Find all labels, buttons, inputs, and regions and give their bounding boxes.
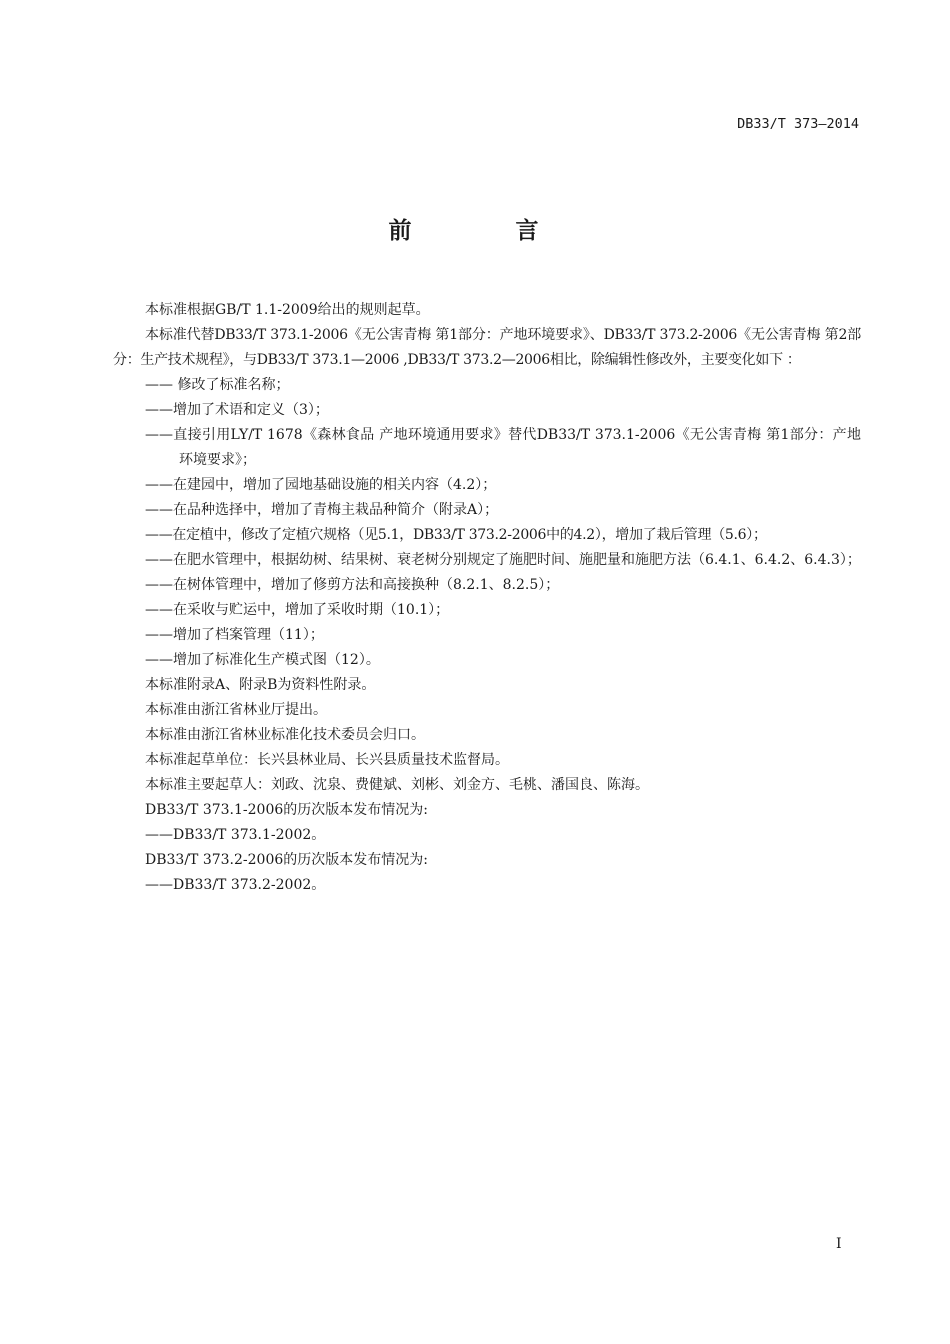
document-code-header: DB33/T 373—2014 xyxy=(737,116,859,132)
paragraph-drafters: 本标准主要起草人：刘政、沈泉、费健斌、刘彬、刘金方、毛桃、潘国良、陈海。 xyxy=(145,777,649,793)
change-item: ——在采收与贮运中，增加了采收时期（10.1）； xyxy=(145,602,450,618)
foreword-body xyxy=(113,298,861,898)
paragraph-replacement: 本标准代替DB33/T 373.1-2006《无公害青梅 第1部分：产地环境要求》、DB33/T 373.2-2006《无公害青梅 第2部分：生产技术规程》，与DB33/T 373.1—2006 ,DB33/T 373.2—2006相比，除编辑性修改外，主要变化如下 ： xyxy=(113,327,861,368)
paragraph-committee: 本标准由浙江省林业标准化技术委员会归口。 xyxy=(145,727,425,743)
history-item-part2: ——DB33/T 373.2-2002。 xyxy=(145,877,326,893)
change-item: ——在定植中，修改了定植穴规格（见5.1，DB33/T 373.2-2006中的4.2），增加了栽后管理（5.6）； xyxy=(145,527,767,543)
paragraph-drafting-rules: 本标准根据GB/T 1.1-2009给出的规则起草。 xyxy=(145,302,430,318)
change-item: ——增加了标准化生产模式图（12）。 xyxy=(145,652,380,668)
change-item: ——在肥水管理中，根据幼树、结果树、衰老树分别规定了施肥时间、施肥量和施肥方法（6.4.1、6.4.2、6.4.3）； xyxy=(145,552,861,568)
paragraph-history-part1: DB33/T 373.1-2006的历次版本发布情况为: xyxy=(145,802,428,818)
page-title: 前 言 xyxy=(388,217,587,244)
change-item: ——在品种选择中，增加了青梅主栽品种简介（附录A）； xyxy=(145,502,499,518)
paragraph-drafting-units: 本标准起草单位：长兴县林业局、长兴县质量技术监督局。 xyxy=(145,752,509,768)
change-item: ——在树体管理中，增加了修剪方法和高接换种（8.2.1、8.2.5）； xyxy=(145,577,560,593)
paragraph-proposer: 本标准由浙江省林业厅提出。 xyxy=(145,702,327,718)
page-number: I xyxy=(836,1236,842,1252)
history-item-part1: ——DB33/T 373.1-2002。 xyxy=(145,827,326,843)
change-item: —— 修改了标准名称； xyxy=(145,377,290,393)
change-item: ——增加了档案管理（11）； xyxy=(145,627,324,643)
paragraph-appendix: 本标准附录A、附录B为资料性附录。 xyxy=(145,677,376,693)
change-item: ——在建园中，增加了园地基础设施的相关内容（4.2）； xyxy=(145,477,497,493)
paragraph-history-part2: DB33/T 373.2-2006的历次版本发布情况为: xyxy=(145,852,428,868)
change-item: ——增加了术语和定义（3）； xyxy=(145,402,329,418)
change-item: ——直接引用LY/T 1678《森林食品 产地环境通用要求》替代DB33/T 373.1-2006《无公害青梅 第1部分：产地环境要求》； xyxy=(145,427,861,468)
